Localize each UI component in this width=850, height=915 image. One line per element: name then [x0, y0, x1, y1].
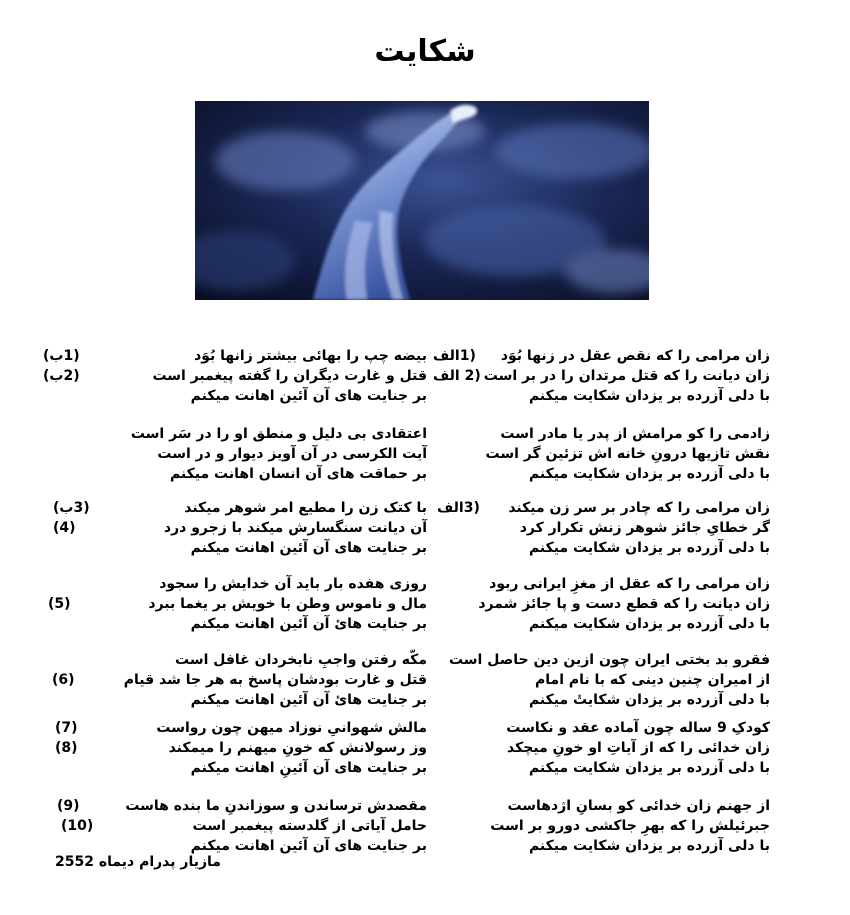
- verse-line: بیضه چپ را بهائی بیشتر زانها بُوَد: [194, 348, 427, 364]
- verse-line: بر جنایت هایٔ آن آئین اهانت میکنم: [190, 616, 427, 632]
- verse-line: زادمی را کو مرامش از پدر یا مادر است: [500, 426, 770, 442]
- verse-line: بر جنایت های آن آئینِ اهانت میکنم: [190, 760, 427, 776]
- verse-tag: (4): [53, 520, 76, 536]
- verse-line: بر جنایت هایٔ آن آئین اهانت میکنم: [190, 692, 427, 708]
- verse-line: روزی هفده بار باید آن خدایش را سجود: [159, 576, 427, 592]
- right-stanza-5: [425, 650, 825, 710]
- verse-line: کودکِ 9 ساله چون آماده عقد و نکاست: [506, 720, 770, 736]
- verse-line: نقش تازیها درونِ خانه اش تزئین گر است: [485, 446, 770, 462]
- verse-tag: (10): [61, 818, 94, 834]
- verse-tag: (5): [48, 596, 71, 612]
- verse-tag: (1ب): [43, 348, 80, 364]
- verse-line: اعتقادی بی دلیل و منطق او را در سَر است: [130, 426, 427, 442]
- verse-line: با دلی آزرده بر یزدان شکایت میکنم: [528, 616, 770, 632]
- right-stanza-4: [425, 574, 825, 634]
- left-stanza-7: [15, 796, 427, 856]
- left-stanza-5: [15, 650, 427, 710]
- verse-line: از جهنم زان خدائی کو بسانِ اژدهاست: [507, 798, 770, 814]
- author-signature: مازیار پدرام دیماه 2552: [55, 854, 221, 870]
- left-stanza-4: [15, 574, 427, 634]
- verse-line: زان مرامی را که عقل از مغزِ ایرانی ربود: [489, 576, 770, 592]
- verse-tag: (3الف: [437, 500, 480, 516]
- verse-line: با دلی آزرده بر یزدان شکایت میکنم: [528, 388, 770, 404]
- verse-line: وز رسولانش که خونِ میهنم را میمکند: [168, 740, 427, 756]
- verse-line: با دلی آزرده بر یزدان شکایت میکنم: [528, 466, 770, 482]
- verse-tag: (9): [57, 798, 80, 814]
- verse-line: فقرو بد بختی ایران چون ازین دین حاصل است: [448, 652, 770, 668]
- page-title: شکایت: [374, 34, 476, 69]
- verse-line: قتل و غارت بودشان پاسخ به هر جا شد قیام: [123, 672, 427, 688]
- verse-tag: (3ب): [53, 500, 90, 516]
- verse-line: زان دیانت را که قتل مرتدان را در بر است: [483, 368, 770, 384]
- verse-line: بر جنایت های آن آئین اهانت میکنم: [190, 388, 427, 404]
- verse-tag: (2 الف: [433, 368, 481, 384]
- verse-line: قتل و غارت دیگران را گفته پیغمبر است: [152, 368, 427, 384]
- verse-line: زان مرامی را که نقص عقل در زنها بُوَد: [500, 348, 770, 364]
- left-stanza-3: [15, 498, 427, 558]
- verse-line: گر خطایِ جائز شوهر زنش تکرار کرد: [519, 520, 770, 536]
- verse-line: مکّه رفتن واجبِ نابخردان غافل است: [175, 652, 427, 668]
- right-stanza-1: [425, 346, 825, 406]
- raised-hand-figure-image: [195, 101, 649, 300]
- verse-line: مال و ناموس وطن با خویش بر یغما ببرد: [148, 596, 427, 612]
- verse-line: با دلی آزرده بر یزدان شکایت میکنم: [528, 540, 770, 556]
- verse-line: با کتک زن را مطیع امر شوهر میکند: [184, 500, 427, 516]
- verse-line: بر جنایت های آن آئین اهانت میکنم: [190, 838, 427, 854]
- verse-line: با دلی آزرده بر یزدان شکایت میکنم: [528, 760, 770, 776]
- verse-tag: (7): [55, 720, 78, 736]
- verse-line: با دلی آزرده بر یزدان شکایت میکنم: [528, 838, 770, 854]
- left-stanza-1: [15, 346, 427, 406]
- right-stanza-6: [425, 718, 825, 778]
- verse-line: جبرئیلش را که بهرِ جاکشی دورو بر است: [490, 818, 770, 834]
- verse-tag: (6): [52, 672, 75, 688]
- right-stanza-7: [425, 796, 825, 856]
- verse-line: از امیران چنین دینی که با نام امام: [535, 672, 770, 688]
- verse-tag: (8): [55, 740, 78, 756]
- verse-line: زان خدائی را که از آیاتِ او خونِ میچکد: [507, 740, 770, 756]
- verse-line: مالش شهوانیِ نوزاد میهن چون رواست: [156, 720, 427, 736]
- verse-line: بر حماقت های آن انسان اهانت میکنم: [169, 466, 427, 482]
- left-stanza-2: [15, 424, 427, 484]
- verse-line: بر جنایت های آن آئین اهانت میکنم: [190, 540, 427, 556]
- verse-tag: (1الف: [433, 348, 476, 364]
- verse-line: آن دیانت سنگسارش میکند با زجرو درد: [163, 520, 427, 536]
- verse-tag: (2ب): [43, 368, 80, 384]
- left-stanza-6: [15, 718, 427, 778]
- verse-line: مقصدش ترساندن و سوزاندنِ ما بنده هاست: [125, 798, 427, 814]
- verse-line: حامل آیاتی از گلدسته پیغمبر است: [192, 818, 427, 834]
- verse-line: آیت الکرسی در آن آویز دیوار و در است: [157, 446, 427, 462]
- verse-line: زان دیانت را که قطع دست و پا جائز شمرد: [478, 596, 770, 612]
- illustration: [195, 101, 649, 300]
- right-stanza-3: [425, 498, 825, 558]
- verse-line: زان مرامی را که چادر بر سر زن میکند: [508, 500, 770, 516]
- verse-line: با دلی آزرده بر یزدان شکایتٔ میکنم: [528, 692, 770, 708]
- right-stanza-2: [425, 424, 825, 484]
